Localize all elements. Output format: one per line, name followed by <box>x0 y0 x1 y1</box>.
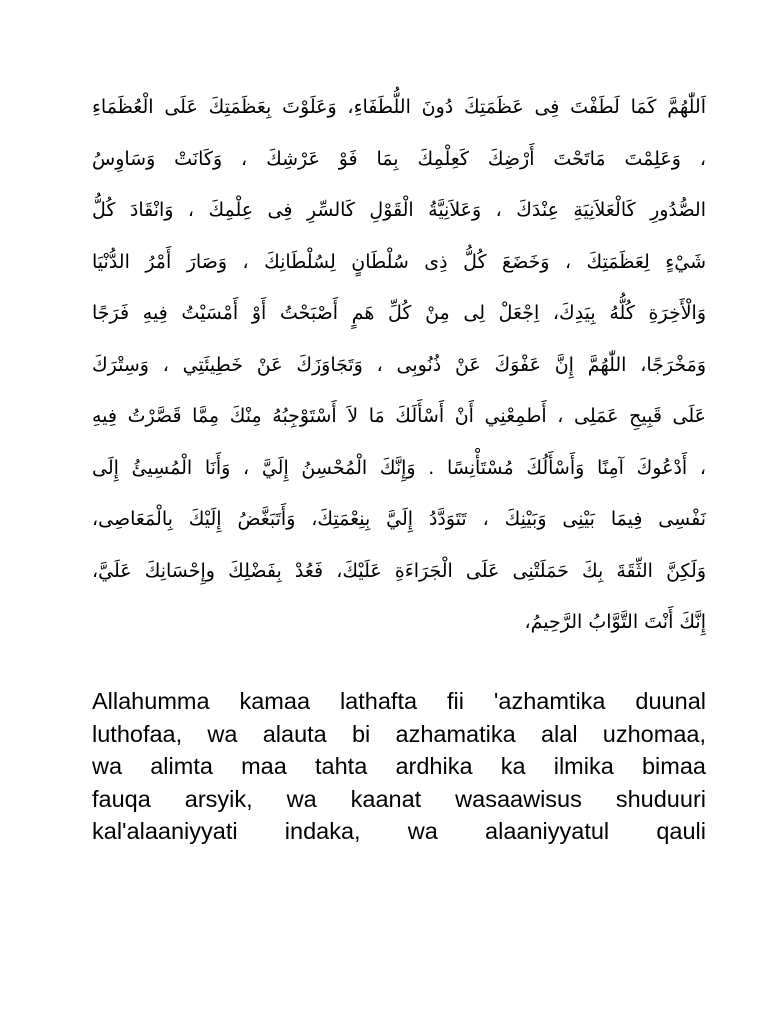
transliteration-line: luthofaa, wa alauta bi azhamatika alal uzhomaa, <box>92 720 706 747</box>
arabic-line: ، أَدْعُوكَ آمِنًا وَأَسْأَلُكَ مُسْتَأْنِسًا . وَإِنَّكَ الْمُحْسِنُ إِلَيَّ ، وَأَنَا الْمُسِيئُ إِلَى <box>92 456 706 479</box>
arabic-line: وَمَخْرَجًا، اللّٰهُمَّ إِنَّ عَفْوَكَ عَنْ ذُنُوبِى ، وَتَجَاوَزَكَ عَنْ خَطِيئَتِي ، وَسِتْرَكَ <box>92 353 706 376</box>
arabic-line: شَيْءٍ لِعَظَمَتِكَ ، وَخَضَعَ كُلُّ ذِى سُلْطَانٍ لِسُلْطَانِكَ ، وَصَارَ أَمْرُ الدُّنْيَا <box>92 250 706 273</box>
transliteration-line: kal'alaaniyyati indaka, wa alaaniyyatul qauli <box>92 818 706 844</box>
transliteration-line: fauqa arsyik, wa kaanat wasaawisus shuduuri <box>92 785 706 812</box>
transliteration-text <box>92 685 706 848</box>
transliteration-line: wa alimta maa tahta ardhika ka ilmika bimaa <box>92 753 706 779</box>
arabic-line: ، وَعَلِمْتَ مَاتَحْتَ أَرْضِكَ كَعِلْمِكَ بِمَا فَوْ عَرْشِكَ ، وَكَانَتْ وَسَاوِسُ <box>92 147 706 170</box>
arabic-line: عَلَى قَبِيحِ عَمَلِى ، أَطمِعْنِي أَنْ أَسْأَلَكَ مَا لاَ أَسْتَوْجِبُهُ مِنْكَ مِمَّا قَصَّرْتُ فِيهِ <box>92 405 706 427</box>
arabic-prayer-text <box>92 82 706 649</box>
document-page <box>92 0 706 1024</box>
transliteration-line: Allahumma kamaa lathafta fii 'azhamtika duunal <box>92 688 706 714</box>
arabic-line: وَالْأَخِرَةِ كُلُّهُ بِيَدِكَ، اِجْعَلْ لِى مِنْ كُلِّ هَمٍ أَصْبَحْتُ أَوْ أَمْسَيْتُ فِيهِ فَرَجًا <box>92 302 706 324</box>
arabic-line: إِنَّكَ أَنْتَ التَّوَّابُ الرَّحِيمُ، <box>524 611 706 633</box>
arabic-line: وَلَكِنَّ الثِّقَةَ بِكَ حَمَلَتْنِى عَلَى الْجَرَاءَةِ عَلَيْكَ، فَعُدْ بِفَضْلِكَ وإِحْسَانِكَ عَلَيَّ، <box>92 559 706 582</box>
arabic-line: الصُّدُورِ كَالْعَلاَنِيَةِ عِنْدَكَ ، وَعَلاَنِيَّةُ الْقَوْلِ كَالسِّرِ فِى عِلْمِكَ ، وَانْقَادَ كُلُّ <box>92 199 706 221</box>
arabic-line: اَللّٰهُمَّ كَمَا لَطَفْتَ فِى عَظَمَتِكَ دُونَ اللُّطَفَاءِ، وَعَلَوْتَ بِعَظَمَتِكَ عَلَى الْعُظَمَاءِ <box>92 96 706 118</box>
arabic-line: نَفْسِى فِيمَا بَيْنِى وَبَيْنِكَ ، تَتَوَدَّدُ إِلَيَّ بِنِعْمَتِكَ، وَأَتَبَغَّضُ إِلَيْكَ بِالْمَعَاصِى، <box>92 508 706 530</box>
